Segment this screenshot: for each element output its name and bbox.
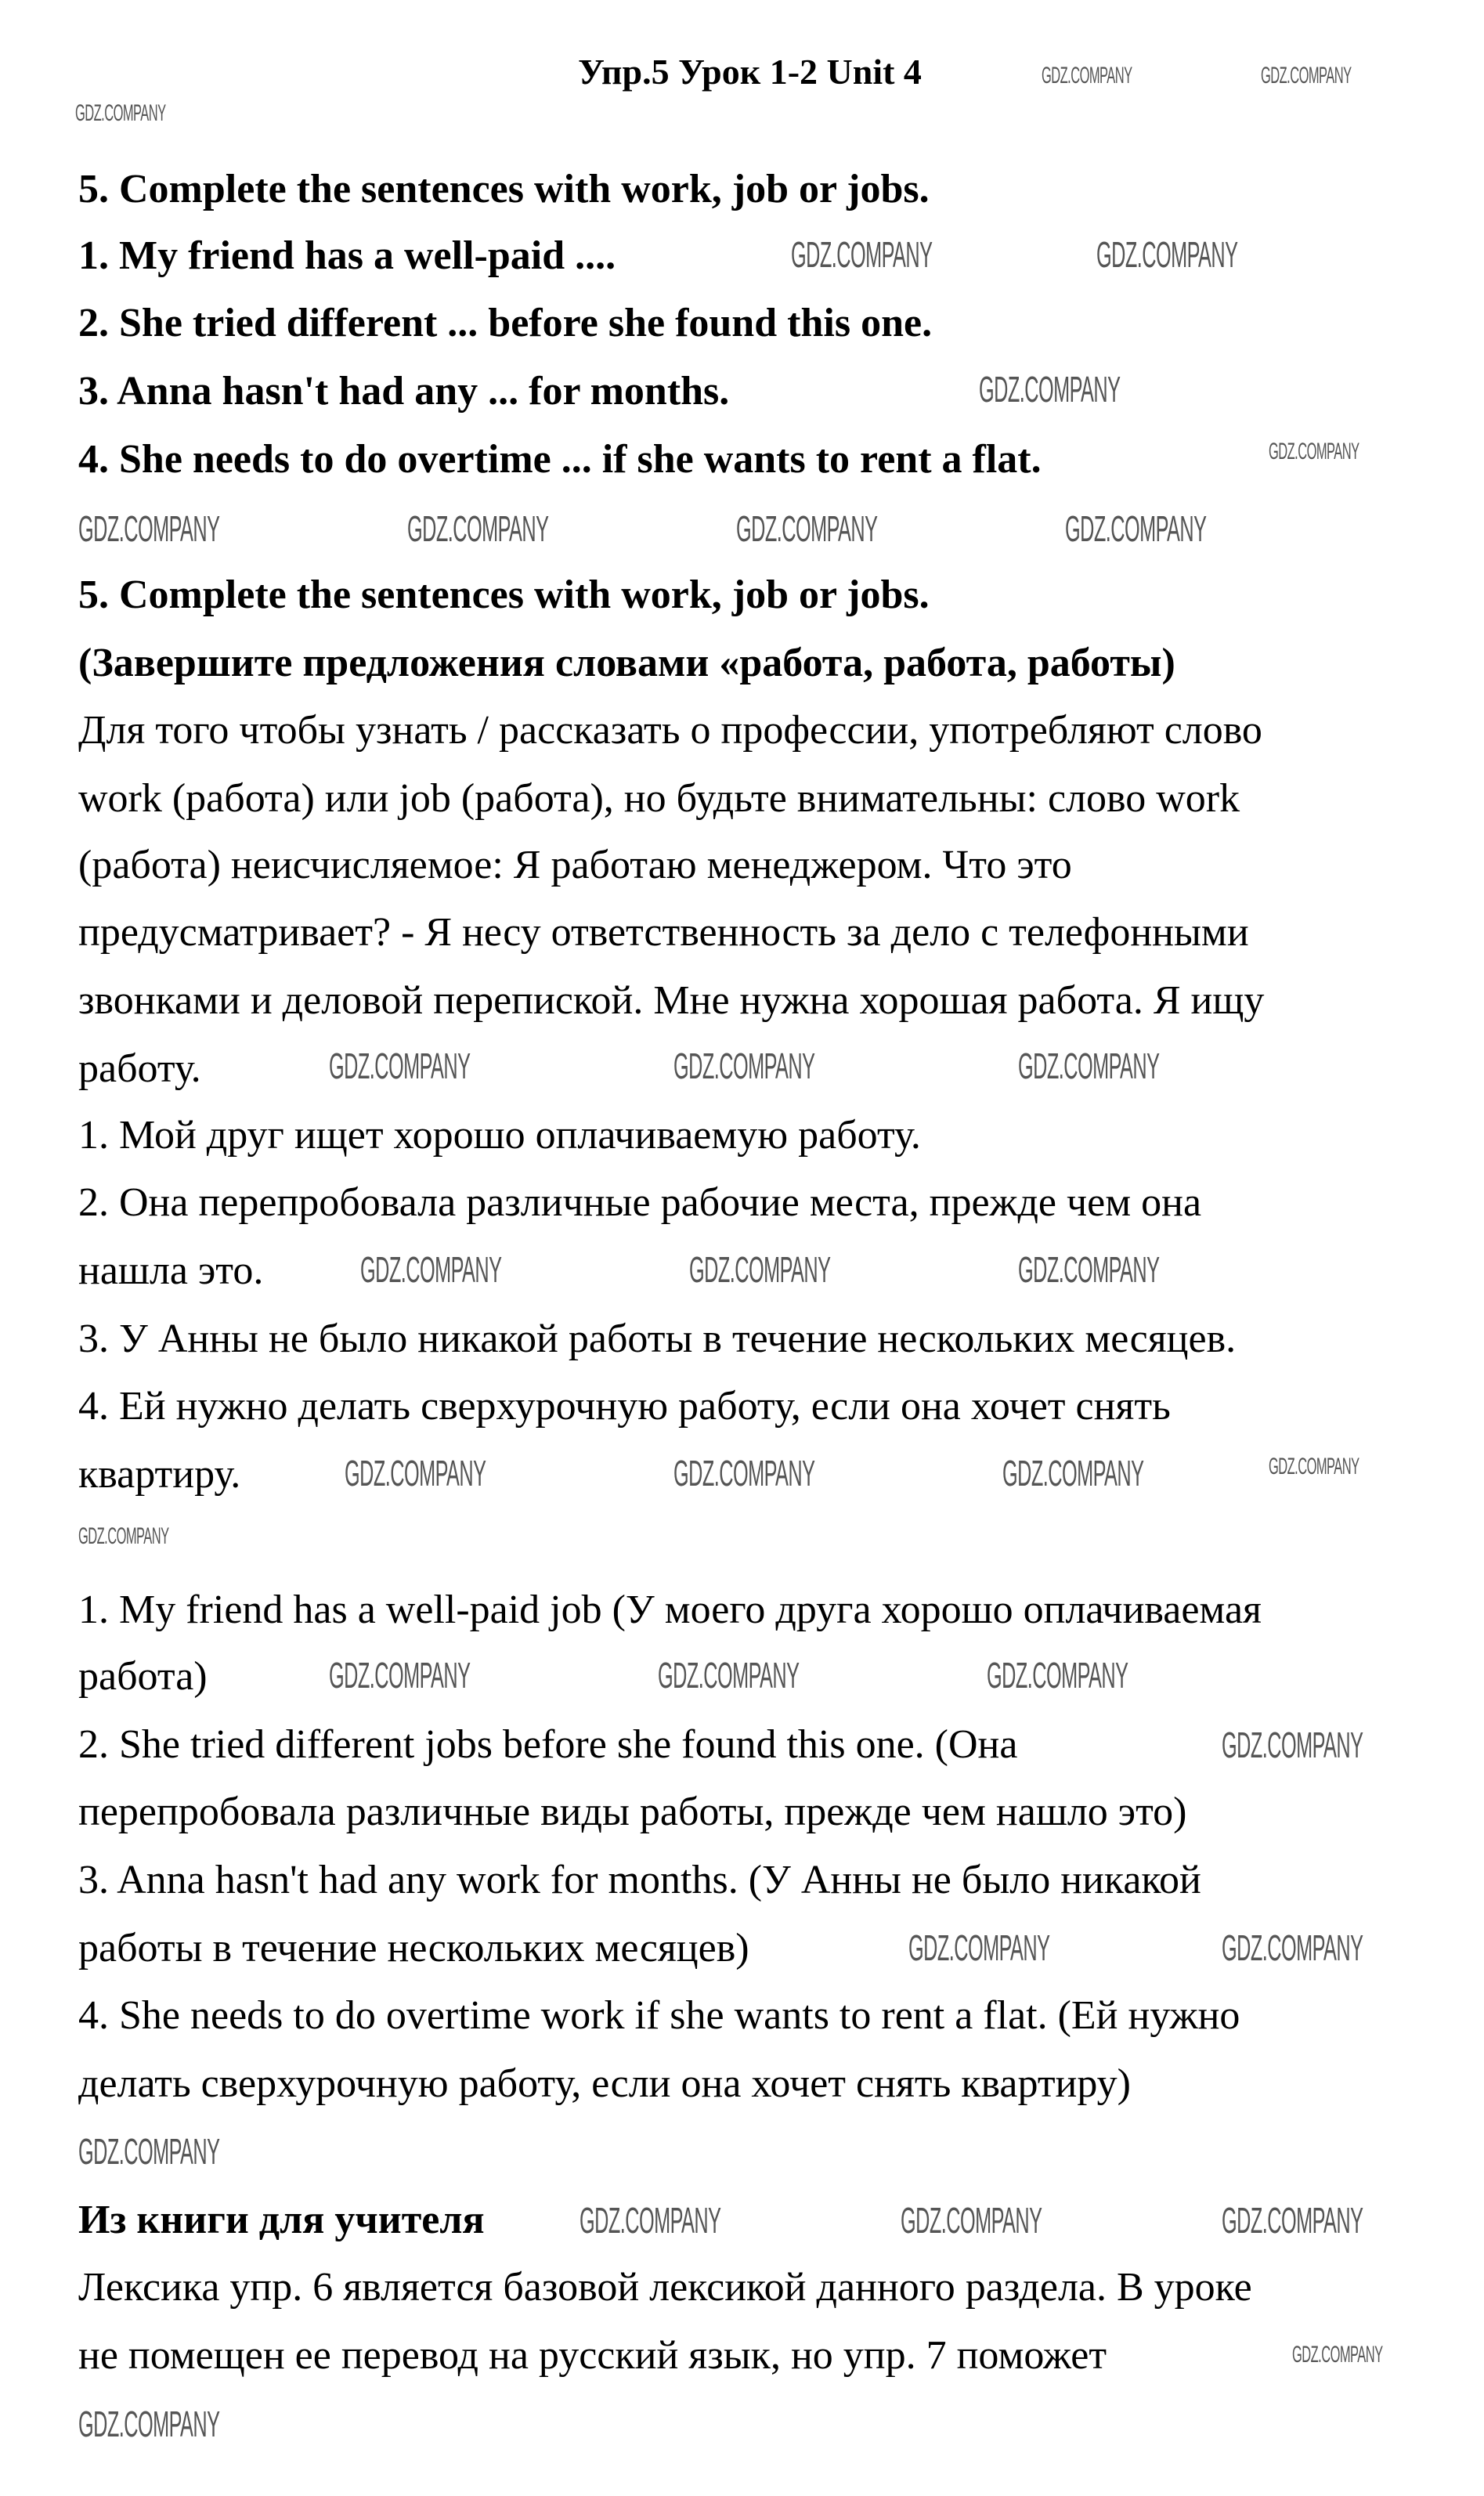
watermark: GDZ.COMPANY (580, 2200, 721, 2241)
watermark: GDZ.COMPANY (1261, 63, 1352, 88)
watermark: GDZ.COMPANY (1002, 1453, 1144, 1494)
watermark: GDZ.COMPANY (1269, 439, 1359, 464)
watermark: GDZ.COMPANY (78, 1523, 169, 1549)
watermark: GDZ.COMPANY (673, 1046, 815, 1086)
watermark: GDZ.COMPANY (75, 100, 166, 126)
watermark: GDZ.COMPANY (908, 1927, 1050, 1968)
watermark: GDZ.COMPANY (329, 1655, 471, 1696)
watermark: GDZ.COMPANY (689, 1249, 831, 1290)
watermark: GDZ.COMPANY (658, 1655, 800, 1696)
text-line: work (работа) или job (работа), но будьте внимательны: слово work (78, 776, 1240, 821)
text-line: 3. У Анны не было никакой работы в течение нескольких месяцев. (78, 1317, 1237, 1361)
watermark: GDZ.COMPANY (1042, 63, 1132, 88)
watermark: GDZ.COMPANY (979, 369, 1121, 410)
watermark: GDZ.COMPANY (329, 1046, 471, 1086)
watermark: GDZ.COMPANY (987, 1655, 1128, 1696)
watermark: GDZ.COMPANY (1292, 2342, 1383, 2368)
watermark: GDZ.COMPANY (1269, 1454, 1359, 1479)
answer-line: перепробовала различные виды работы, прежде чем нашло это) (78, 1790, 1187, 1834)
watermark: GDZ.COMPANY (1096, 234, 1238, 275)
text-line: Для того чтобы узнать / рассказать о профессии, употребляют слово (78, 708, 1262, 753)
answer-line: 4. She needs to do overtime work if she wants to rent a flat. (Ей нужно (78, 1993, 1240, 2038)
task-item: 3. Anna hasn't had any ... for months. (78, 369, 730, 414)
text-line: предусматривает? - Я несу ответственность за дело с телефонными (78, 910, 1249, 955)
text-line: Лексика упр. 6 является базовой лексикой данного раздела. В уроке (78, 2265, 1252, 2310)
watermark: GDZ.COMPANY (1018, 1046, 1160, 1086)
text-line: (работа) неисчисляемое: Я работаю менеджером. Что это (78, 843, 1072, 887)
watermark: GDZ.COMPANY (1222, 1725, 1363, 1765)
task-item: 2. She tried different ... before she found this one. (78, 301, 933, 345)
teacher-heading: Из книги для учителя (78, 2198, 485, 2242)
text-line: нашла это. (78, 1248, 264, 1293)
text-line: квартиру. (78, 1452, 241, 1497)
answer-line: работы в течение нескольких месяцев) (78, 1926, 749, 1970)
watermark: GDZ.COMPANY (78, 2131, 220, 2172)
watermark: GDZ.COMPANY (1222, 2200, 1363, 2241)
text-line: звонками и деловой перепиской. Мне нужна хорошая работа. Я ищу (78, 978, 1265, 1023)
watermark: GDZ.COMPANY (791, 234, 933, 275)
watermark: GDZ.COMPANY (673, 1453, 815, 1494)
text-line: 4. Ей нужно делать сверхурочную работу, если она хочет снять (78, 1384, 1171, 1429)
watermark: GDZ.COMPANY (407, 508, 549, 549)
answer-line: делать сверхурочную работу, если она хочет снять квартиру) (78, 2061, 1132, 2106)
text-line: не помещен ее перевод на русский язык, но упр. 7 поможет (78, 2333, 1107, 2378)
answer-line: 2. She tried different jobs before she found this one. (Она (78, 1722, 1018, 1767)
translation-heading: 5. Complete the sentences with work, job or jobs. (78, 573, 930, 617)
answer-line: работа) (78, 1654, 208, 1699)
watermark: GDZ.COMPANY (901, 2200, 1042, 2241)
task-item: 1. My friend has a well-paid .... (78, 233, 616, 278)
task-item: 4. She needs to do overtime ... if she wants to rent a flat. (78, 437, 1042, 482)
watermark: GDZ.COMPANY (360, 1249, 502, 1290)
watermark: GDZ.COMPANY (1222, 1927, 1363, 1968)
page-title: Упр.5 Урок 1-2 Unit 4 (578, 52, 922, 92)
text-line: 2. Она перепробовала различные рабочие места, прежде чем она (78, 1180, 1202, 1225)
translation-subheading: (Завершите предложения словами «работа, работа, работы) (78, 641, 1175, 685)
watermark: GDZ.COMPANY (736, 508, 878, 549)
text-line: работу. (78, 1046, 201, 1091)
watermark: GDZ.COMPANY (345, 1453, 486, 1494)
task-heading: 5. Complete the sentences with work, job or jobs. (78, 167, 930, 211)
text-line: 1. Мой друг ищет хорошо оплачиваемую работу. (78, 1113, 921, 1158)
watermark: GDZ.COMPANY (78, 2404, 220, 2444)
watermark: GDZ.COMPANY (1065, 508, 1207, 549)
answer-line: 3. Anna hasn't had any work for months. (У Анны не было никакой (78, 1858, 1201, 1902)
answer-line: 1. My friend has a well-paid job (У моего друга хорошо оплачиваемая (78, 1588, 1262, 1632)
watermark: GDZ.COMPANY (1018, 1249, 1160, 1290)
watermark: GDZ.COMPANY (78, 508, 220, 549)
